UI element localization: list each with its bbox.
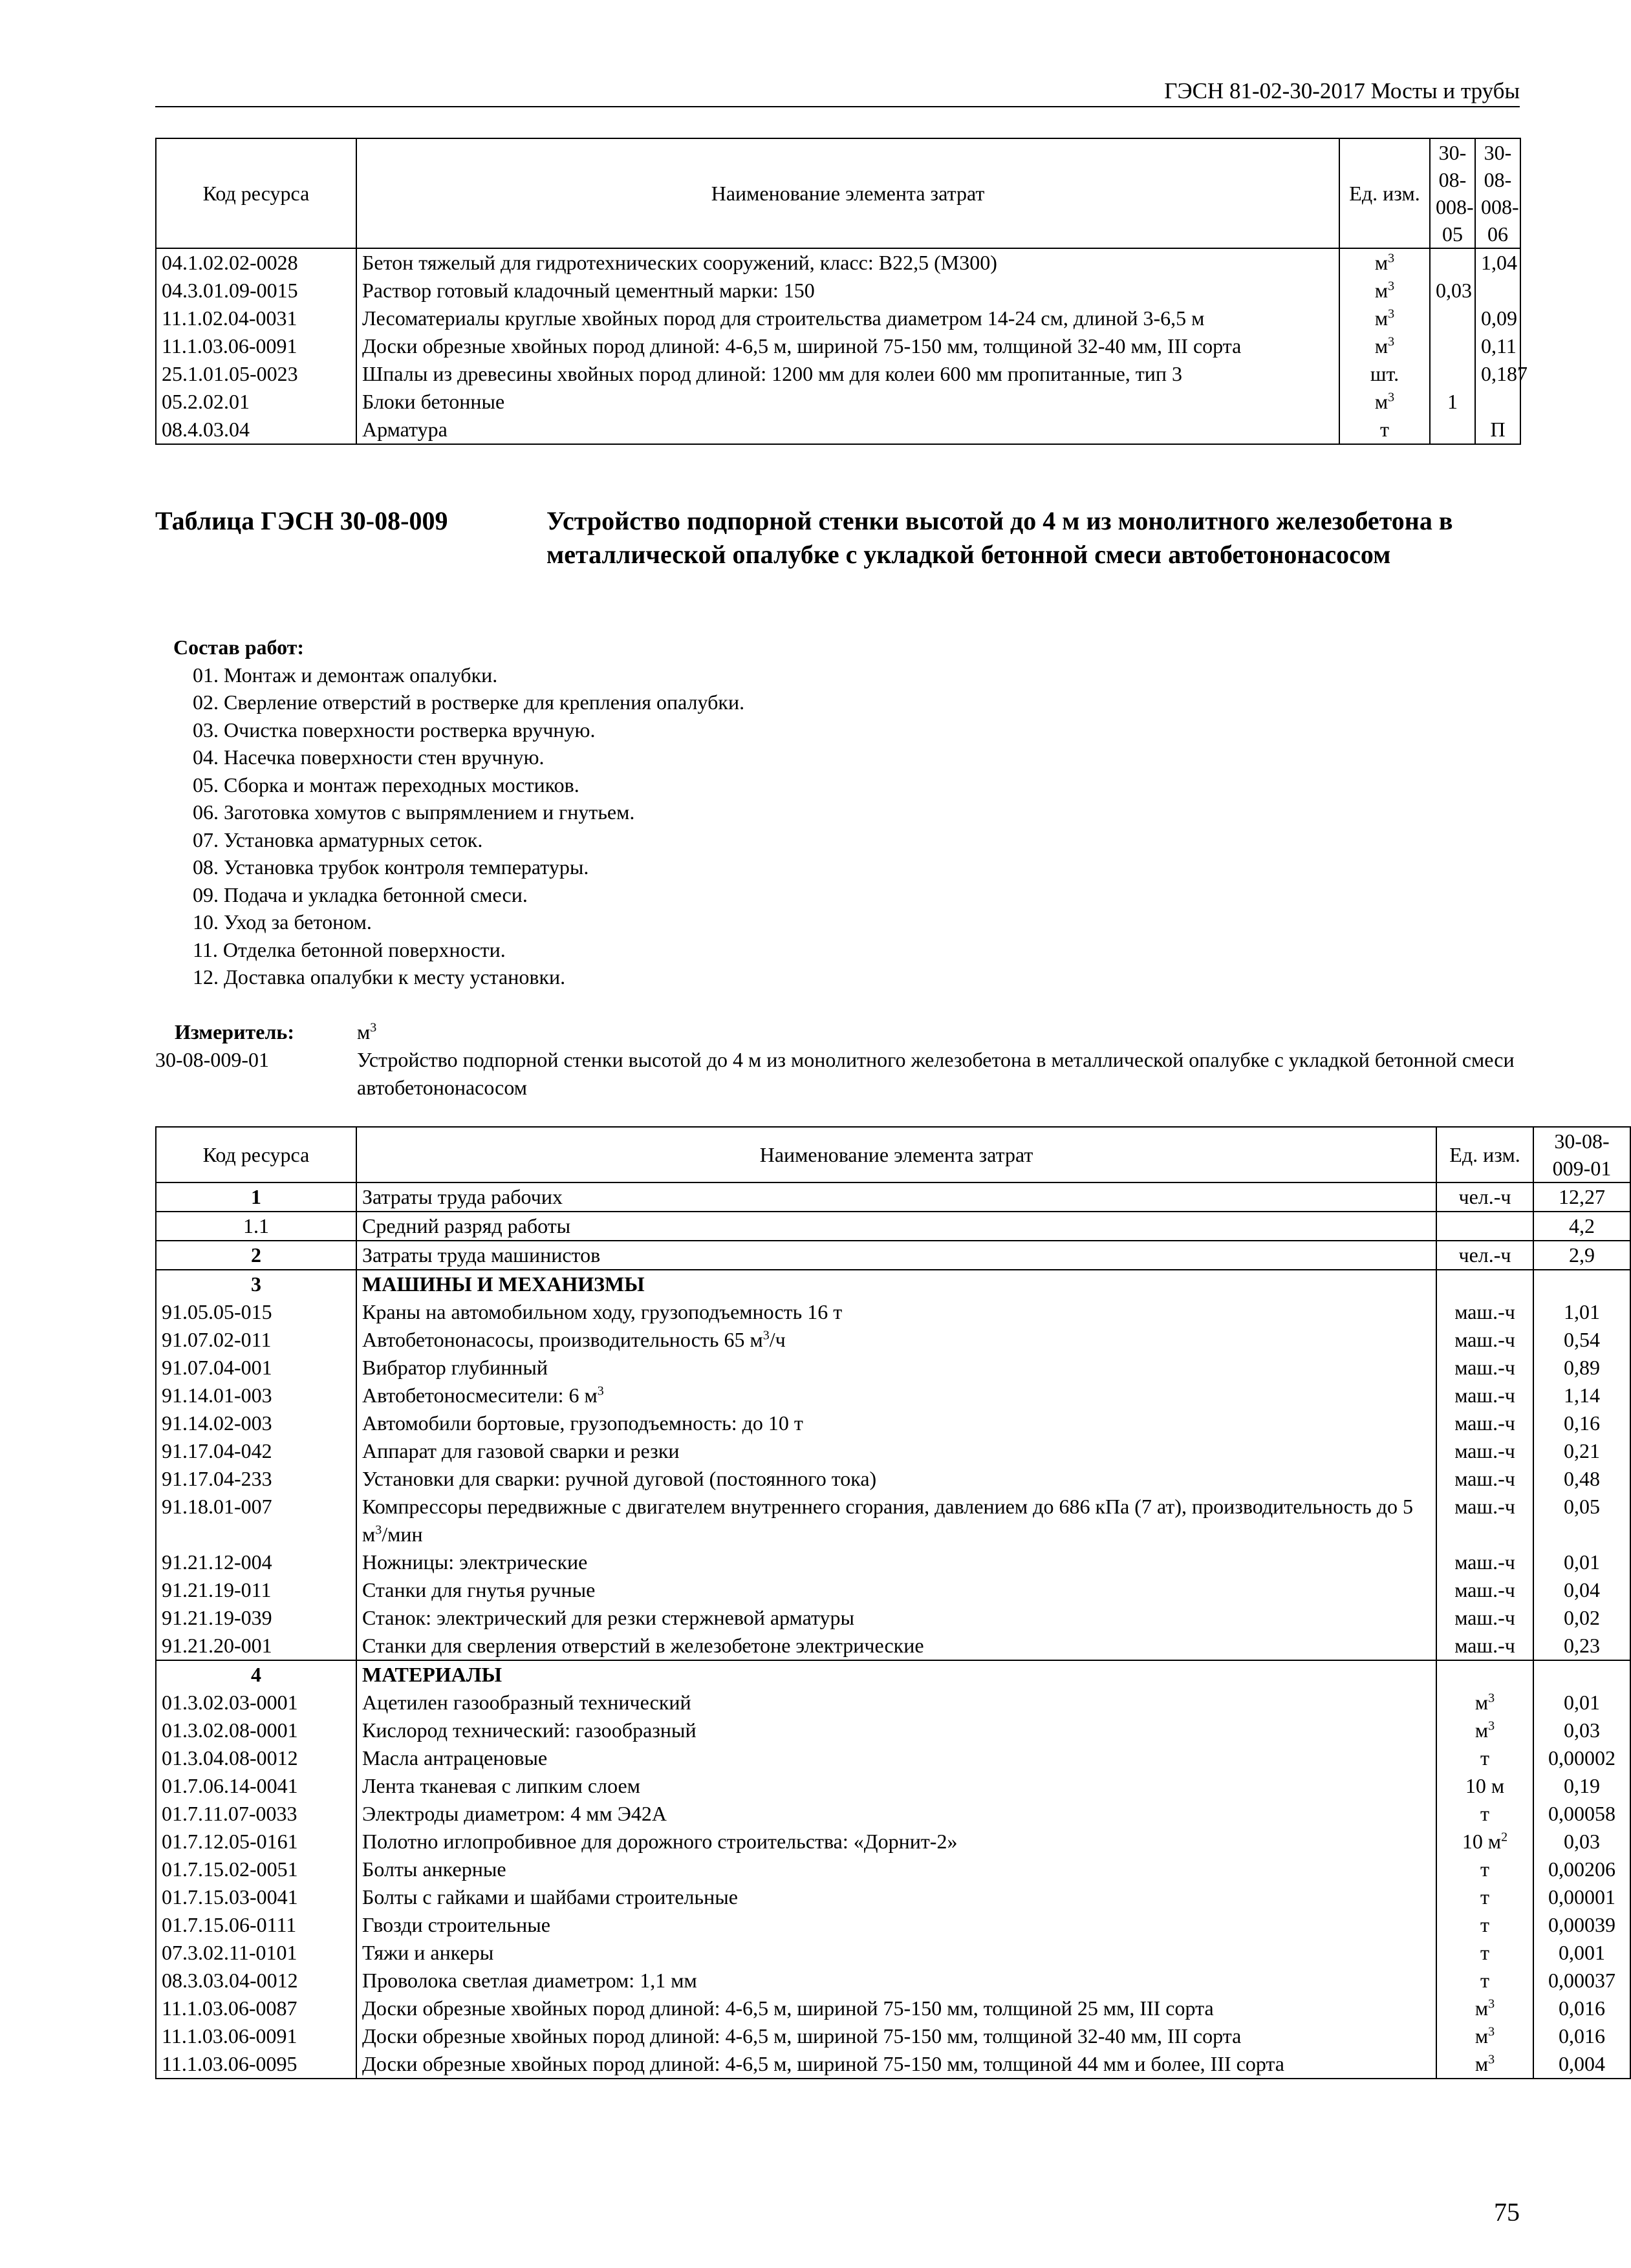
value-009-01 (1533, 1660, 1630, 1689)
col-header-code: Код ресурса (156, 138, 356, 248)
table-row (156, 1689, 1630, 1717)
measure-block (155, 1018, 1520, 1102)
work-item: 04. Насечка поверхности стен вручную. (193, 745, 545, 769)
value-009-01: 0,03 (1533, 1717, 1630, 1744)
value-009-01: 0,54 (1533, 1326, 1630, 1354)
value-009-01: 0,02 (1533, 1604, 1630, 1632)
table-row (156, 1493, 1630, 1548)
col-header-unit: Ед. изм. (1339, 138, 1430, 248)
resource-name: Краны на автомобильном ходу, грузоподъемность 16 т (356, 1298, 1436, 1326)
resource-name: Затраты труда машинистов (356, 1241, 1436, 1270)
resource-name: Полотно иглопробивное для дорожного строительства: «Дорнит-2» (356, 1828, 1436, 1856)
col-header-name: Наименование элемента затрат (356, 138, 1339, 248)
value-008-05 (1430, 305, 1475, 332)
value-009-01: 0,00039 (1533, 1911, 1630, 1939)
table-row (156, 1939, 1630, 1967)
resource-unit: маш.-ч (1436, 1354, 1533, 1382)
table-row (156, 1772, 1630, 1800)
value-008-05: 0,03 (1430, 277, 1475, 305)
value-009-01: 0,03 (1533, 1828, 1630, 1856)
table-row (156, 1465, 1630, 1493)
resource-name: Болты анкерные (356, 1856, 1436, 1883)
resource-code: 07.3.02.11-0101 (156, 1939, 356, 1967)
resource-code: 01.7.15.02-0051 (156, 1856, 356, 1883)
value-008-05 (1430, 360, 1475, 388)
col-header-name: Наименование элемента затрат (356, 1127, 1436, 1182)
resource-unit: т (1436, 1883, 1533, 1911)
table-row (156, 277, 1520, 305)
table-row (156, 1856, 1630, 1883)
table-row (156, 1382, 1630, 1409)
resource-code: 01.3.02.03-0001 (156, 1689, 356, 1717)
resource-name: Арматура (356, 416, 1339, 444)
resource-code: 91.21.19-011 (156, 1576, 356, 1604)
resource-name: Кислород технический: газообразный (356, 1717, 1436, 1744)
resource-code: 01.7.15.03-0041 (156, 1883, 356, 1911)
resource-code: 11.1.02.04-0031 (156, 305, 356, 332)
value-008-05 (1430, 332, 1475, 360)
value-009-01: 0,00001 (1533, 1883, 1630, 1911)
resource-name: Блоки бетонные (356, 388, 1339, 416)
value-009-01: 0,89 (1533, 1354, 1630, 1382)
resource-unit (1436, 1270, 1533, 1298)
work-item: 06. Заготовка хомутов с выпрямлением и гнутьем. (193, 800, 635, 824)
resource-code: 91.07.04-001 (156, 1354, 356, 1382)
value-009-01: 0,19 (1533, 1772, 1630, 1800)
resource-name: Лента тканевая с липким слоем (356, 1772, 1436, 1800)
resource-name: Аппарат для газовой сварки и резки (356, 1437, 1436, 1465)
resource-code: 3 (156, 1270, 356, 1298)
resource-code: 1 (156, 1182, 356, 1212)
col-header-009-01: 30-08-009-01 (1533, 1127, 1630, 1182)
work-item: 05. Сборка и монтаж переходных мостиков. (193, 773, 579, 797)
resource-unit: $м^3$ (1436, 2022, 1533, 2050)
resource-name: Вибратор глубинный (356, 1354, 1436, 1382)
resource-code: 01.3.04.08-0012 (156, 1744, 356, 1772)
table-row (156, 1995, 1630, 2022)
resource-code: 91.21.19-039 (156, 1604, 356, 1632)
value-009-01: 0,16 (1533, 1409, 1630, 1437)
resource-unit: маш.-ч (1436, 1548, 1533, 1576)
col-header-code: Код ресурса (156, 1127, 356, 1182)
value-009-01: 0,01 (1533, 1548, 1630, 1576)
resource-unit: маш.-ч (1436, 1576, 1533, 1604)
value-009-01: 4,2 (1533, 1212, 1630, 1241)
table-header (156, 1127, 1630, 1182)
value-009-01: 0,23 (1533, 1632, 1630, 1660)
resource-code: 01.7.11.07-0033 (156, 1800, 356, 1828)
resource-code: 01.3.02.08-0001 (156, 1717, 356, 1744)
resource-unit: $м^3$ (1436, 1689, 1533, 1717)
resource-name: Электроды диаметром: 4 мм Э42А (356, 1800, 1436, 1828)
resource-name: Масла антраценовые (356, 1744, 1436, 1772)
value-008-06: 0,09 (1475, 305, 1520, 332)
resource-unit: маш.-ч (1436, 1409, 1533, 1437)
value-009-01: 0,001 (1533, 1939, 1630, 1967)
work-item: 09. Подача и укладка бетонной смеси. (193, 883, 528, 906)
table-row (156, 1437, 1630, 1465)
resource-code: 11.1.03.06-0091 (156, 332, 356, 360)
resource-name: Болты с гайками и шайбами строительные (356, 1883, 1436, 1911)
resource-unit: т (1436, 1856, 1533, 1883)
table-row (156, 1800, 1630, 1828)
resource-name: Доски обрезные хвойных пород длиной: 4-6,5 м, шириной 75-150 мм, толщиной 32-40 мм, III сорта (356, 2022, 1436, 2050)
value-009-01: 12,27 (1533, 1182, 1630, 1212)
resource-name: Станки для гнутья ручные (356, 1576, 1436, 1604)
resource-code: 91.07.02-011 (156, 1326, 356, 1354)
table-row (156, 1604, 1630, 1632)
resource-name: Доски обрезные хвойных пород длиной: 4-6,5 м, шириной 75-150 мм, толщиной 44 мм и более, III сорта (356, 2050, 1436, 2079)
resource-unit: т (1436, 1939, 1533, 1967)
resource-name: Доски обрезные хвойных пород длиной: 4-6,5 м, шириной 75-150 мм, толщиной 32-40 мм, III сорта (356, 332, 1339, 360)
table-row (156, 1298, 1630, 1326)
table-row (156, 1744, 1630, 1772)
resource-unit (1436, 1212, 1533, 1241)
value-009-01: 0,01 (1533, 1689, 1630, 1717)
table-row (156, 1270, 1630, 1298)
page-number: 75 (1494, 2198, 1520, 2227)
col-header-008-06: 30-08-008-06 (1475, 138, 1520, 248)
table-header (156, 138, 1520, 248)
resource-unit: чел.-ч (1436, 1182, 1533, 1212)
resource-code: 1.1 (156, 1212, 356, 1241)
resource-code: 91.17.04-233 (156, 1465, 356, 1493)
resource-unit: 10 м (1436, 1772, 1533, 1800)
value-009-01: 0,48 (1533, 1465, 1630, 1493)
table-row (156, 1660, 1630, 1689)
value-008-06 (1475, 277, 1520, 305)
resource-name: Бетон тяжелый для гидротехнических сооружений, класс: В22,5 (М300) (356, 248, 1339, 277)
table-row (156, 248, 1520, 277)
resource-code: 01.7.12.05-0161 (156, 1828, 356, 1856)
work-item: 12. Доставка опалубки к месту установки. (193, 965, 566, 989)
resource-unit (1436, 1660, 1533, 1689)
resource-unit: $м^3$ (1436, 2050, 1533, 2079)
resource-name: МАШИНЫ И МЕХАНИЗМЫ (356, 1270, 1436, 1298)
resource-unit: маш.-ч (1436, 1437, 1533, 1465)
resource-code: 05.2.02.01 (156, 388, 356, 416)
resource-unit: $м^3$ (1339, 277, 1430, 305)
resource-name: Установки для сварки: ручной дуговой (постоянного тока) (356, 1465, 1436, 1493)
resource-code: 4 (156, 1660, 356, 1689)
value-008-06: 0,187 (1475, 360, 1520, 388)
table-row (156, 1212, 1630, 1241)
table-row (156, 1883, 1630, 1911)
resource-unit: маш.-ч (1436, 1604, 1533, 1632)
resource-code: 08.4.03.04 (156, 416, 356, 444)
value-009-01: 0,04 (1533, 1576, 1630, 1604)
value-009-01: 1,01 (1533, 1298, 1630, 1326)
value-009-01: 0,21 (1533, 1437, 1630, 1465)
resource-name: Лесоматериалы круглые хвойных пород для строительства диаметром 14-24 см, длиной 3-6,5 м (356, 305, 1339, 332)
resource-unit: маш.-ч (1436, 1632, 1533, 1660)
work-item: 01. Монтаж и демонтаж опалубки. (193, 663, 498, 687)
value-008-05: 1 (1430, 388, 1475, 416)
resource-unit: шт. (1339, 360, 1430, 388)
resource-unit: маш.-ч (1436, 1298, 1533, 1326)
table-label: Таблица ГЭСН 30-08-009 (155, 506, 448, 535)
work-item: 07. Установка арматурных сеток. (193, 828, 483, 851)
works-heading: Состав работ: (173, 636, 305, 659)
resource-code: 91.21.12-004 (156, 1548, 356, 1576)
resource-name: Станки для сверления отверстий в железобетоне электрические (356, 1632, 1436, 1660)
works-composition (173, 634, 744, 991)
table-row (156, 1967, 1630, 1995)
resource-table-008 (155, 138, 1528, 445)
table-row (156, 305, 1520, 332)
work-item: 08. Установка трубок контроля температуры. (193, 855, 589, 879)
resource-unit: $м^3$ (1339, 305, 1430, 332)
measure-description: Устройство подпорной стенки высотой до 4 м из монолитного железобетона в металлической опалубке с укладкой бетонной смеси автобетононасосом (357, 1048, 1515, 1099)
resource-unit: маш.-ч (1436, 1382, 1533, 1409)
resource-code: 11.1.03.06-0087 (156, 1995, 356, 2022)
table-row (156, 1182, 1630, 1212)
resource-code: 11.1.03.06-0091 (156, 2022, 356, 2050)
value-009-01: 0,00002 (1533, 1744, 1630, 1772)
resource-unit: $м^3$ (1339, 388, 1430, 416)
resource-unit: т (1339, 416, 1430, 444)
table-row (156, 1326, 1630, 1354)
running-header: ГЭСН 81-02-30-2017 Мосты и трубы (155, 76, 1520, 107)
resource-name: Ножницы: электрические (356, 1548, 1436, 1576)
table-row (156, 2022, 1630, 2050)
resource-code: 01.7.06.14-0041 (156, 1772, 356, 1800)
resource-unit: маш.-ч (1436, 1326, 1533, 1354)
value-008-06 (1475, 388, 1520, 416)
table-title: Устройство подпорной стенки высотой до 4 м из монолитного железобетона в металлической опалубке с укладкой бетонной смеси автобетононасосом (546, 506, 1453, 569)
value-009-01 (1533, 1270, 1630, 1298)
table-row (156, 1632, 1630, 1660)
resource-unit: маш.-ч (1436, 1493, 1533, 1548)
value-009-01: 2,9 (1533, 1241, 1630, 1270)
works-list (173, 661, 744, 991)
resource-table-009 (155, 1126, 1631, 2079)
table-row (156, 1576, 1630, 1604)
work-item: 10. Уход за бетоном. (193, 910, 372, 934)
table-row (156, 332, 1520, 360)
value-008-06: 1,04 (1475, 248, 1520, 277)
resource-name: Автомобили бортовые, грузоподъемность: до 10 т (356, 1409, 1436, 1437)
resource-name: Шпалы из древесины хвойных пород длиной: 1200 мм для колеи 600 мм пропитанные, тип 3 (356, 360, 1339, 388)
resource-unit: $м^3$ (1339, 332, 1430, 360)
resource-name: Автобетоносмесители: 6 $м^3$ (356, 1382, 1436, 1409)
resource-code: 08.3.03.04-0012 (156, 1967, 356, 1995)
table-row (156, 1354, 1630, 1382)
table-row (156, 360, 1520, 388)
value-009-01: 1,14 (1533, 1382, 1630, 1409)
resource-unit: $м^3$ (1436, 1717, 1533, 1744)
resource-unit: $м^3$ (1339, 248, 1430, 277)
resource-name: Проволока светлая диаметром: 1,1 мм (356, 1967, 1436, 1995)
resource-name: Компрессоры передвижные с двигателем внутреннего сгорания, давлением до 686 кПа (7 ат), производительность до 5 $м^3$/мин (356, 1493, 1436, 1548)
measure-label: Измеритель: (175, 1020, 294, 1043)
value-009-01: 0,00037 (1533, 1967, 1630, 1995)
value-009-01: 0,00058 (1533, 1800, 1630, 1828)
resource-name: Станок: электрический для резки стержневой арматуры (356, 1604, 1436, 1632)
value-009-01: 0,05 (1533, 1493, 1630, 1548)
resource-code: 01.7.15.06-0111 (156, 1911, 356, 1939)
table-row (156, 1911, 1630, 1939)
resource-unit: чел.-ч (1436, 1241, 1533, 1270)
resource-code: 91.14.01-003 (156, 1382, 356, 1409)
resource-name: Доски обрезные хвойных пород длиной: 4-6,5 м, шириной 75-150 мм, толщиной 25 мм, III сорта (356, 1995, 1436, 2022)
value-009-01: 0,016 (1533, 2022, 1630, 2050)
resource-name: Тяжи и анкеры (356, 1939, 1436, 1967)
table-row (156, 416, 1520, 444)
resource-code: 04.3.01.09-0015 (156, 277, 356, 305)
resource-code: 91.17.04-042 (156, 1437, 356, 1465)
resource-unit: т (1436, 1967, 1533, 1995)
work-item: 11. Отделка бетонной поверхности. (193, 937, 506, 961)
resource-unit: 10 $м^2$ (1436, 1828, 1533, 1856)
col-header-unit: Ед. изм. (1436, 1127, 1533, 1182)
resource-name: Ацетилен газообразный технический (356, 1689, 1436, 1717)
resource-code: 91.18.01-007 (156, 1493, 356, 1548)
measure-code: 30-08-009-01 (155, 1048, 269, 1071)
table-row (156, 1409, 1630, 1437)
value-009-01: 0,00206 (1533, 1856, 1630, 1883)
value-008-05 (1430, 248, 1475, 277)
value-009-01: 0,016 (1533, 1995, 1630, 2022)
resource-name: Автобетононасосы, производительность 65 $м^3/ч$ (356, 1326, 1436, 1354)
resource-unit: т (1436, 1911, 1533, 1939)
resource-unit: т (1436, 1744, 1533, 1772)
table-row (156, 1717, 1630, 1744)
value-008-05 (1430, 416, 1475, 444)
resource-name: Затраты труда рабочих (356, 1182, 1436, 1212)
resource-unit: $м^3$ (1436, 1995, 1533, 2022)
table-row (156, 388, 1520, 416)
resource-unit: т (1436, 1800, 1533, 1828)
resource-name: Гвозди строительные (356, 1911, 1436, 1939)
resource-code: 04.1.02.02-0028 (156, 248, 356, 277)
resource-name: Раствор готовый кладочный цементный марки: 150 (356, 277, 1339, 305)
resource-name: Средний разряд работы (356, 1212, 1436, 1241)
col-header-008-05: 30-08-008-05 (1430, 138, 1475, 248)
resource-code: 91.21.20-001 (156, 1632, 356, 1660)
value-008-06: 0,11 (1475, 332, 1520, 360)
value-009-01: 0,004 (1533, 2050, 1630, 2079)
table-row (156, 2050, 1630, 2079)
work-item: 02. Сверление отверстий в ростверке для крепления опалубки. (193, 690, 745, 714)
table-row (156, 1548, 1630, 1576)
resource-code: 91.14.02-003 (156, 1409, 356, 1437)
resource-code: 11.1.03.06-0095 (156, 2050, 356, 2079)
measure-unit: $м^3$ (357, 1020, 377, 1043)
resource-code: 91.05.05-015 (156, 1298, 356, 1326)
resource-code: 2 (156, 1241, 356, 1270)
resource-code: 25.1.01.05-0023 (156, 360, 356, 388)
resource-unit: маш.-ч (1436, 1465, 1533, 1493)
resource-name: МАТЕРИАЛЫ (356, 1660, 1436, 1689)
table-row (156, 1241, 1630, 1270)
value-008-06: П (1475, 416, 1520, 444)
table-row (156, 1828, 1630, 1856)
work-item: 03. Очистка поверхности ростверка вручную. (193, 718, 596, 742)
